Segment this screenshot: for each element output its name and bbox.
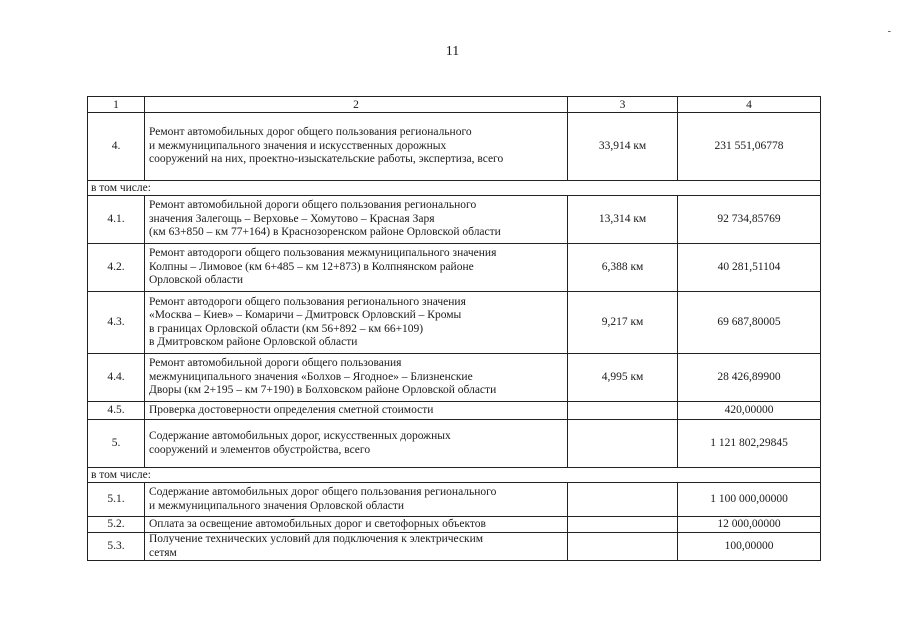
- column-header: 3: [568, 97, 678, 113]
- subheader-label: в том числе:: [88, 468, 821, 483]
- row-length: [568, 483, 678, 517]
- table-row: [88, 196, 821, 244]
- row-description: [145, 533, 568, 561]
- table-header-row: [88, 97, 821, 113]
- table-row: [88, 517, 821, 533]
- table-subheader-row: [88, 468, 821, 483]
- description-line: сетям: [149, 546, 177, 559]
- row-description: [145, 244, 568, 292]
- table-row: [88, 113, 821, 181]
- subheader-label: в том числе:: [88, 181, 821, 196]
- table-row: [88, 292, 821, 354]
- description-line: в границах Орловской области (км 56+892 – км 66+109): [149, 322, 424, 335]
- description-line: Содержание автомобильных дорог, искусственных дорожных: [149, 430, 451, 442]
- row-description: [145, 196, 568, 244]
- row-amount: 1 100 000,00000: [678, 483, 821, 517]
- row-amount: 1 121 802,29845: [678, 420, 821, 468]
- row-number: 5.: [88, 420, 145, 468]
- row-length: [568, 517, 678, 533]
- description-line: Оплата за освещение автомобильных дорог и светофорных объектов: [149, 517, 486, 530]
- row-length: [568, 402, 678, 420]
- row-amount: 92 734,85769: [678, 196, 821, 244]
- row-amount: 231 551,06778: [678, 113, 821, 181]
- row-length: 9,217 км: [568, 292, 678, 354]
- description-line: и межмуниципального значения Орловской области: [149, 499, 405, 512]
- description-line: Колпны – Лимовое (км 6+485 – км 12+873) в Колпнянском районе: [149, 260, 474, 273]
- row-length: [568, 420, 678, 468]
- description-line: значения Залегощь – Верховье – Хомутово – Красная Заря: [149, 212, 435, 225]
- row-description: [145, 517, 568, 533]
- row-length: 13,314 км: [568, 196, 678, 244]
- description-line: Орловской области: [149, 274, 244, 287]
- row-number: 4.2.: [88, 244, 145, 292]
- table-row: [88, 533, 821, 561]
- description-line: Проверка достоверности определения сметной стоимости: [149, 403, 434, 416]
- description-line: и межмуниципального значения и искусственных дорожных: [149, 139, 447, 152]
- row-amount: 28 426,89900: [678, 354, 821, 402]
- table-row: [88, 420, 821, 468]
- row-description: [145, 420, 568, 468]
- row-description: [145, 354, 568, 402]
- row-length: 6,388 км: [568, 244, 678, 292]
- row-amount: 40 281,51104: [678, 244, 821, 292]
- row-number: 4.4.: [88, 354, 145, 402]
- page-number: 11: [445, 44, 460, 59]
- description-line: Ремонт автодороги общего пользования межмуниципального значения: [149, 247, 497, 260]
- row-description: [145, 402, 568, 420]
- description-line: (км 63+850 – км 77+164) в Краснозоренском районе Орловской области: [149, 226, 501, 239]
- description-line: Ремонт автодороги общего пользования регионального значения: [149, 295, 466, 308]
- row-number: 4.: [88, 113, 145, 181]
- column-header: 1: [88, 97, 145, 113]
- column-header: 4: [678, 97, 821, 113]
- description-line: в Дмитровском районе Орловской области: [149, 336, 358, 348]
- row-length: 33,914 км: [568, 113, 678, 181]
- row-number: 5.2.: [88, 517, 145, 533]
- row-description: [145, 113, 568, 181]
- row-length: [568, 533, 678, 561]
- corner-mark: -: [887, 26, 891, 37]
- description-line: сооружений и элементов обустройства, всего: [149, 443, 371, 456]
- row-number: 4.1.: [88, 196, 145, 244]
- description-line: «Москва – Киев» – Комаричи – Дмитровск Орловский – Кромы: [149, 309, 462, 321]
- row-number: 4.5.: [88, 402, 145, 420]
- description-line: сооружений на них, проектно-изыскательские работы, экспертиза, всего: [149, 153, 504, 166]
- description-line: Ремонт автомобильной дороги общего пользования регионального: [149, 199, 477, 212]
- row-amount: 69 687,80005: [678, 292, 821, 354]
- row-amount: 420,00000: [678, 402, 821, 420]
- description-line: Получение технических условий для подключения к электрическим: [149, 533, 484, 545]
- row-number: 5.3.: [88, 533, 145, 561]
- table-row: [88, 483, 821, 517]
- row-description: [145, 483, 568, 517]
- table-row: [88, 244, 821, 292]
- row-amount: 100,00000: [678, 533, 821, 561]
- budget-table-body: [88, 97, 821, 561]
- description-line: Ремонт автомобильных дорог общего пользования регионального: [149, 126, 472, 139]
- table-row: [88, 402, 821, 420]
- column-header: 2: [145, 97, 568, 113]
- description-line: Содержание автомобильных дорог общего пользования регионального: [149, 486, 497, 498]
- description-line: Ремонт автомобильной дороги общего пользования: [149, 357, 402, 370]
- row-description: [145, 292, 568, 354]
- row-amount: 12 000,00000: [678, 517, 821, 533]
- table-row: [88, 354, 821, 402]
- row-length: 4,995 км: [568, 354, 678, 402]
- budget-table: [87, 96, 821, 561]
- description-line: межмуниципального значения «Болхов – Ягодное» – Близненские: [149, 370, 473, 383]
- row-number: 4.3.: [88, 292, 145, 354]
- row-number: 5.1.: [88, 483, 145, 517]
- description-line: Дворы (км 2+195 – км 7+190) в Болховском районе Орловской области: [149, 384, 497, 397]
- table-subheader-row: [88, 181, 821, 196]
